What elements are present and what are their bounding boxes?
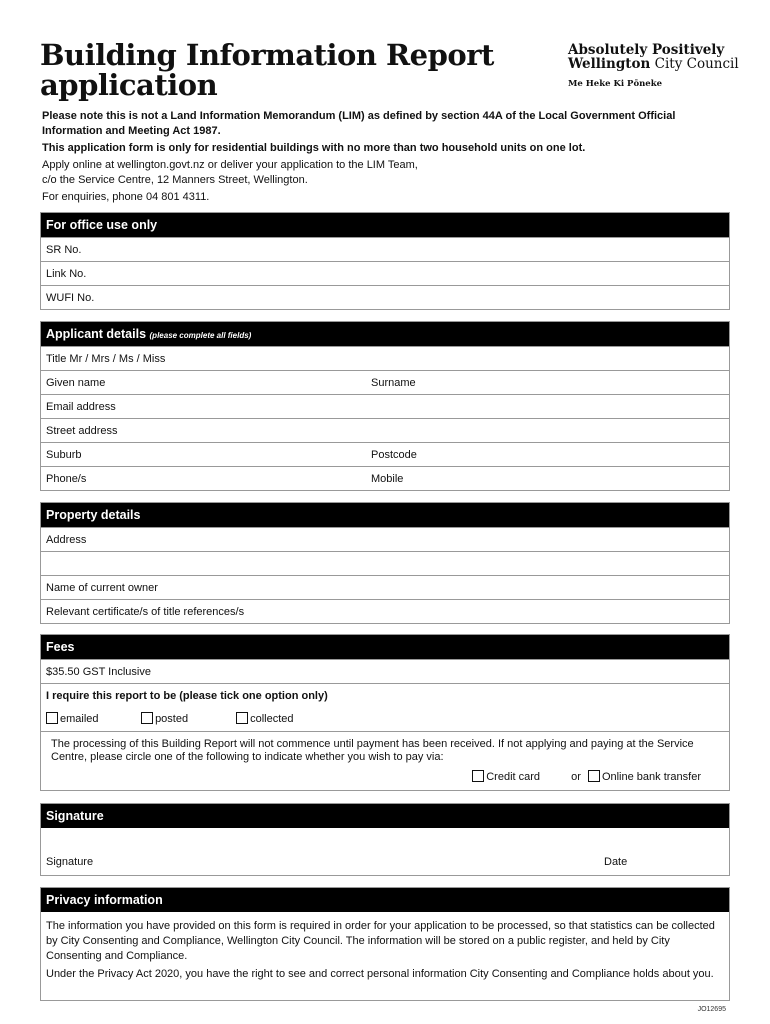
office-use-section xyxy=(40,212,730,310)
applicant-heading-sub: (please complete all fields) xyxy=(149,331,252,340)
intro-residential-note: This application form is only for residential buildings with no more than two household units on one lot. xyxy=(42,142,586,154)
mobile-field[interactable]: Mobile xyxy=(371,473,404,485)
logo-line1: Absolutely Positively xyxy=(568,42,725,58)
suburb-field[interactable]: Suburb xyxy=(46,449,82,461)
street-address-field[interactable] xyxy=(41,418,729,442)
link-number-field[interactable] xyxy=(41,261,729,285)
posted-label: posted xyxy=(155,713,189,725)
privacy-para2: Under the Privacy Act 2020, you have the right to see and correct personal information City Consenting and Compliance holds about you. xyxy=(46,968,714,980)
property-heading: Property details xyxy=(41,503,729,527)
wufi-number-field[interactable] xyxy=(41,285,729,309)
logo-line2-rest: City Council xyxy=(650,56,739,72)
link-number-label: Link No. xyxy=(46,268,87,280)
delivery-instruction-text: I require this report to be (please tick one option only) xyxy=(46,690,328,702)
fee-amount xyxy=(41,659,729,683)
page-title-line2: application xyxy=(40,68,218,102)
online-transfer-checkbox[interactable] xyxy=(588,770,600,782)
logo-line2 xyxy=(568,57,748,71)
office-use-heading: For office use only xyxy=(41,213,729,237)
privacy-section xyxy=(40,887,730,1001)
credit-card-checkbox[interactable] xyxy=(472,770,484,782)
fees-heading: Fees xyxy=(41,635,729,659)
logo-line3: Me Heke Ki Pōneke xyxy=(568,79,662,89)
email-label: Email address xyxy=(46,401,116,413)
property-address-label: Address xyxy=(46,534,87,546)
online-transfer-label: Online bank transfer xyxy=(601,771,701,783)
date-label: Date xyxy=(604,856,628,868)
intro-apply-line1: Apply online at wellington.govt.nz or deliver your application to the LIM Team, xyxy=(42,159,418,171)
logo-line2-bold: Wellington xyxy=(568,56,651,72)
title-field[interactable] xyxy=(41,346,729,370)
property-section xyxy=(40,502,730,624)
emailed-checkbox[interactable] xyxy=(46,712,58,724)
option-emailed[interactable] xyxy=(46,707,138,731)
collected-label: collected xyxy=(250,713,294,725)
form-code: JO12695 xyxy=(697,1006,726,1013)
option-credit-card[interactable] xyxy=(472,771,540,783)
page-title xyxy=(40,40,520,100)
suburb-row xyxy=(41,442,729,466)
intro-apply-line2: c/o the Service Centre, 12 Manners Street, Wellington. xyxy=(42,174,308,186)
applicant-heading xyxy=(41,322,729,346)
intro-enquiries: For enquiries, phone 04 801 4311. xyxy=(42,191,210,203)
title-label: Title Mr / Mrs / Ms / Miss xyxy=(46,353,166,365)
posted-checkbox[interactable] xyxy=(141,712,153,724)
intro-lim-note: Please note this is not a Land Information Memorandum (LIM) as defined by section 44A of the Local Government Official Information and Meeting Act 1987. xyxy=(42,110,676,137)
property-address-line2-field[interactable] xyxy=(41,551,729,575)
email-field[interactable] xyxy=(41,394,729,418)
surname-field[interactable]: Surname xyxy=(371,377,416,389)
current-owner-label: Name of current owner xyxy=(46,582,158,594)
postcode-field[interactable]: Postcode xyxy=(371,449,417,461)
collected-checkbox[interactable] xyxy=(236,712,248,724)
phone-field[interactable]: Phone/s xyxy=(46,473,87,485)
signature-section xyxy=(40,803,730,876)
signature-heading: Signature xyxy=(41,804,729,828)
fee-amount-text: $35.50 GST Inclusive xyxy=(46,666,151,678)
delivery-instruction xyxy=(41,683,729,707)
option-posted[interactable] xyxy=(141,707,233,731)
payment-options xyxy=(41,770,729,783)
applicant-heading-text: Applicant details xyxy=(46,327,147,341)
property-address-field[interactable] xyxy=(41,527,729,551)
wufi-number-label: WUFI No. xyxy=(46,292,95,304)
intro-apply xyxy=(42,158,732,188)
title-references-label: Relevant certificate/s of title references/s xyxy=(46,606,245,618)
current-owner-field[interactable] xyxy=(41,575,729,599)
option-online-transfer[interactable] xyxy=(588,771,701,783)
name-row xyxy=(41,370,729,394)
intro-text xyxy=(42,109,732,207)
phone-row xyxy=(41,466,729,490)
signature-label: Signature xyxy=(46,856,94,868)
processing-text: The processing of this Building Report will not commence until payment has been received. If not applying and paying at the Service Centre, please circle one of the following to indicate whether you wish to pay via: xyxy=(51,738,694,763)
privacy-body xyxy=(41,912,729,982)
fees-section xyxy=(40,634,730,791)
privacy-heading: Privacy information xyxy=(41,888,729,912)
sr-number-label: SR No. xyxy=(46,244,82,256)
delivery-options xyxy=(41,707,729,731)
title-references-field[interactable] xyxy=(41,599,729,623)
page-title-line1: Building Information Report xyxy=(40,38,494,72)
payment-or: or xyxy=(571,771,581,783)
council-logo xyxy=(568,43,748,91)
sr-number-field[interactable] xyxy=(41,237,729,261)
given-name-field[interactable]: Given name xyxy=(46,377,106,389)
payment-block xyxy=(41,731,729,783)
credit-card-label: Credit card xyxy=(486,771,541,783)
applicant-section xyxy=(40,321,730,491)
signature-row[interactable] xyxy=(41,828,729,876)
option-collected[interactable] xyxy=(236,707,293,731)
street-address-label: Street address xyxy=(46,425,118,437)
privacy-para1: The information you have provided on this form is required in order for your application to be processed, so that statistics can be collected by City Consenting and Compliance, Wellington City Council. The information will be stored on a public register, and held by City Consenting and Compliance. xyxy=(46,920,715,962)
emailed-label: emailed xyxy=(60,713,99,725)
